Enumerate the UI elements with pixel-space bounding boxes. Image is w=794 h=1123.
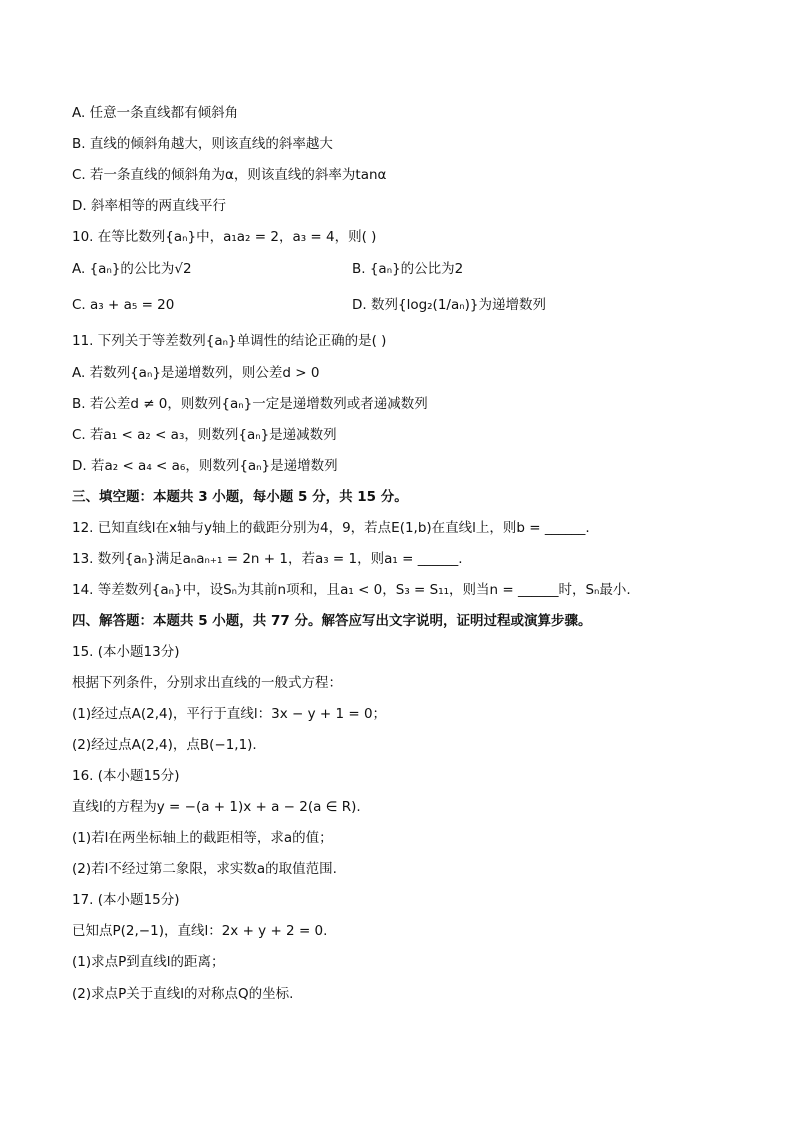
q15-part-1: (1)经过点A(2,4)，平行于直线l：3x − y + 1 = 0； (72, 706, 387, 722)
q17-part-1: (1)求点P到直线l的距离； (72, 954, 225, 970)
q14-stem: 14. 等差数列{aₙ}中，设Sₙ为其前n项和，且a₁ < 0，S₃ = S₁₁，则当n = ______时，Sₙ最小. (72, 582, 631, 598)
q10-stem: 10. 在等比数列{aₙ}中，a₁a₂ = 2，a₃ = 4，则( ) (72, 229, 377, 245)
q16-part-1: (1)若l在两坐标轴上的截距相等，求a的值； (72, 830, 333, 846)
q11-option-b: B. 若公差d ≠ 0，则数列{aₙ}一定是递增数列或者递减数列 (72, 396, 428, 412)
section-fill-in-heading: 三、填空题：本题共 3 小题，每小题 5 分，共 15 分。 (72, 489, 408, 505)
q11-option-a: A. 若数列{aₙ}是递增数列，则公差d > 0 (72, 365, 320, 381)
q12-stem: 12. 已知直线l在x轴与y轴上的截距分别为4，9，若点E(1,b)在直线l上，则b = ______. (72, 520, 590, 536)
q16-part-2: (2)若l不经过第二象限，求实数a的取值范围. (72, 861, 337, 877)
q17-stem: 已知点P(2,−1)，直线l：2x + y + 2 = 0. (72, 923, 328, 939)
q17-part-2: (2)求点P关于直线l的对称点Q的坐标. (72, 986, 294, 1002)
q10-option-a: A. {aₙ}的公比为√2 (72, 261, 192, 277)
q16-stem: 直线l的方程为y = −(a + 1)x + a − 2(a ∈ R). (72, 799, 361, 815)
q15-header: 15. (本小题13分) (72, 644, 180, 660)
q9-option-b: B. 直线的倾斜角越大，则该直线的斜率越大 (72, 136, 333, 152)
section-solutions-heading: 四、解答题：本题共 5 小题，共 77 分。解答应写出文字说明，证明过程或演算步骤。 (72, 613, 592, 629)
q15-stem: 根据下列条件，分别求出直线的一般式方程： (72, 675, 342, 691)
q9-option-d: D. 斜率相等的两直线平行 (72, 198, 226, 214)
q11-option-d: D. 若a₂ < a₄ < a₆，则数列{aₙ}是递增数列 (72, 458, 338, 474)
q11-option-c: C. 若a₁ < a₂ < a₃，则数列{aₙ}是递减数列 (72, 427, 337, 443)
q10-option-b: B. {aₙ}的公比为2 (352, 261, 464, 277)
q10-option-d: D. 数列{log₂(1/aₙ)}为递增数列 (352, 297, 546, 313)
q9-option-c: C. 若一条直线的倾斜角为α，则该直线的斜率为tanα (72, 167, 387, 183)
q10-option-c: C. a₃ + a₅ = 20 (72, 297, 175, 313)
q11-stem: 11. 下列关于等差数列{aₙ}单调性的结论正确的是( ) (72, 333, 387, 349)
q15-part-2: (2)经过点A(2,4)，点B(−1,1). (72, 737, 257, 753)
q9-option-a: A. 任意一条直线都有倾斜角 (72, 105, 239, 121)
q17-header: 17. (本小题15分) (72, 892, 180, 908)
q16-header: 16. (本小题15分) (72, 768, 180, 784)
q13-stem: 13. 数列{aₙ}满足aₙaₙ₊₁ = 2n + 1，若a₃ = 1，则a₁ = ______. (72, 551, 463, 567)
